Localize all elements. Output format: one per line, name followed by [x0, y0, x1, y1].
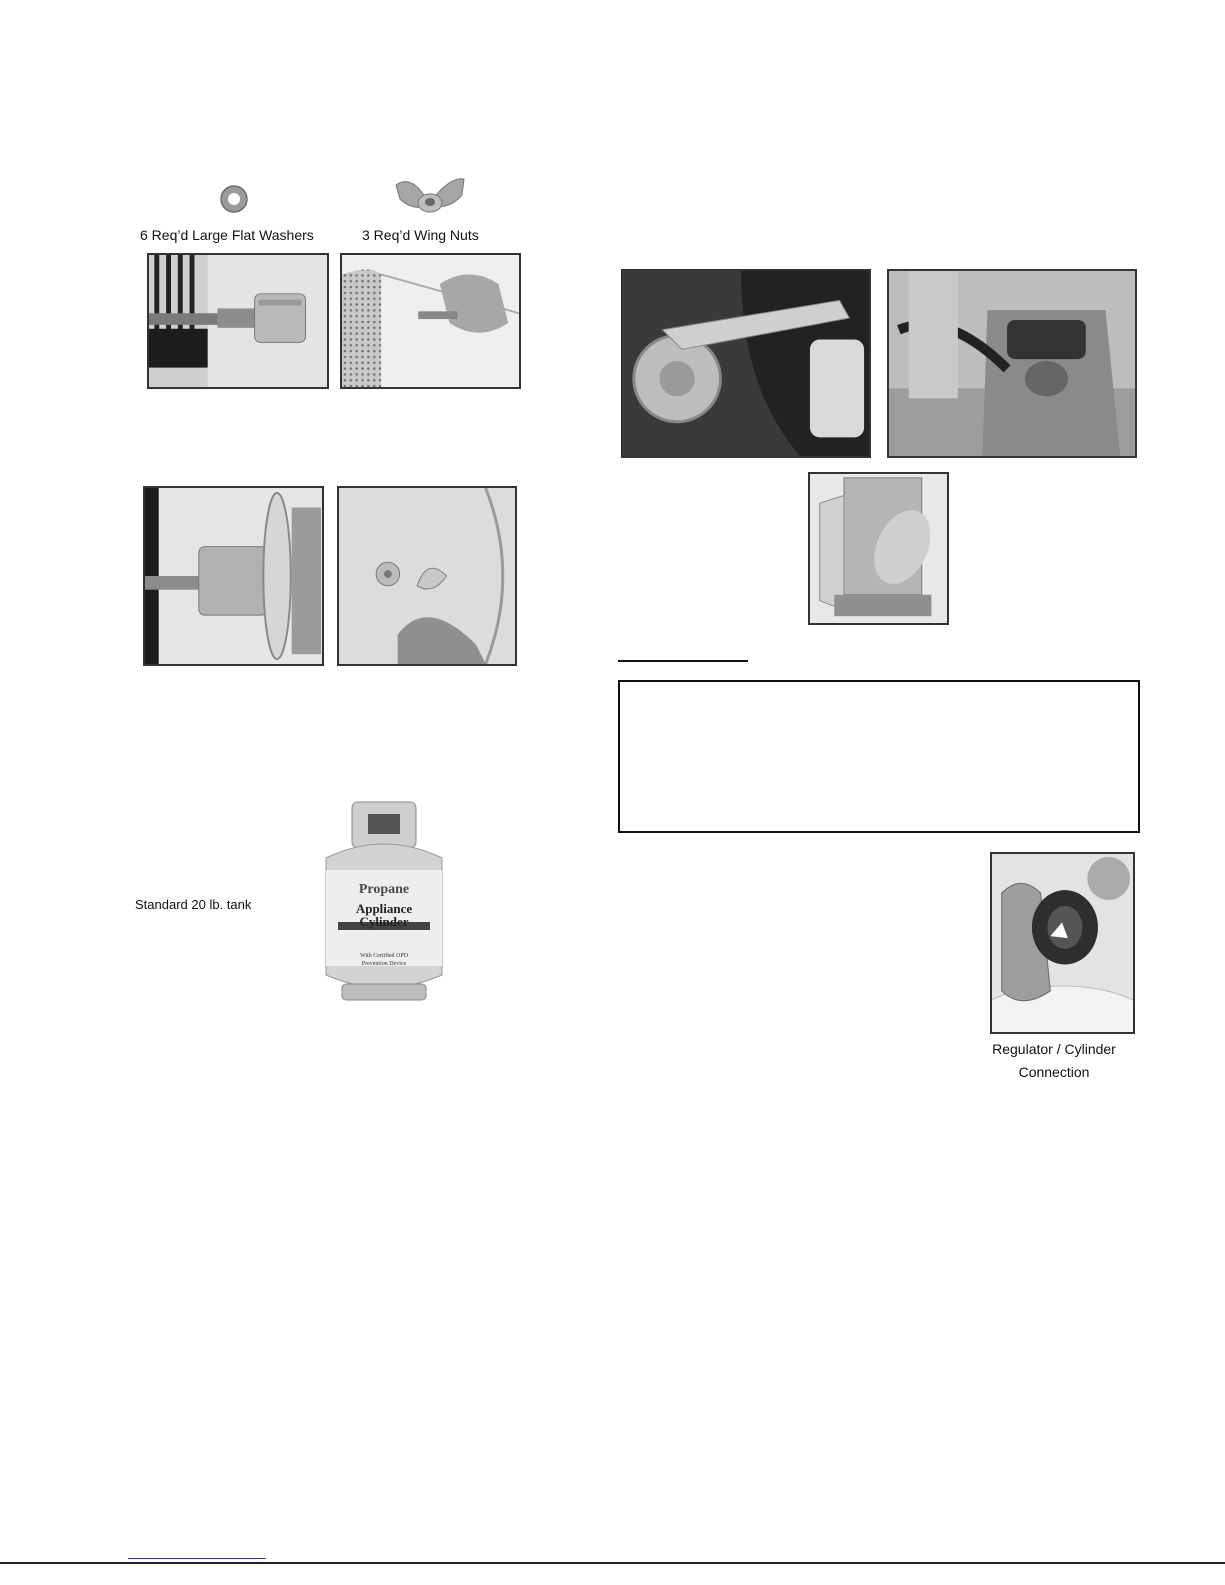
wrench-regulator-photo [621, 269, 871, 458]
wing-nut-icon [390, 173, 470, 221]
tank-title-line1: Appliance [355, 901, 413, 916]
tank-sub-line2: Prevention Device [361, 961, 407, 967]
tank-sub-line1: With Certified OPD [359, 953, 409, 959]
washer-wing-nut-photo [337, 486, 517, 666]
tank-housing-photo [808, 472, 949, 625]
flat-washer-icon [218, 183, 250, 215]
burner-on-chair-photo [147, 253, 329, 389]
regulator-caption-line2: Connection [1018, 1064, 1090, 1080]
tank-connection-photo [887, 269, 1137, 458]
regulator-cylinder-photo [990, 852, 1135, 1034]
tank-label: Standard 20 lb. tank [135, 897, 252, 912]
notice-box [618, 680, 1140, 833]
washers-label: 6 Req’d Large Flat Washers [140, 227, 314, 243]
reflector-dish-photo [143, 486, 324, 666]
wingnuts-label: 3 Req’d Wing Nuts [362, 227, 479, 243]
tank-title-line2: Cylinder [359, 914, 409, 929]
footer-link-underline [128, 1558, 266, 1559]
attaching-shield-photo [340, 253, 521, 389]
tank-brand-line: Propane [358, 882, 410, 897]
section-heading-underline [618, 660, 748, 662]
regulator-caption-line1: Regulator / Cylinder [992, 1041, 1116, 1057]
footer-rule [0, 1562, 1225, 1564]
